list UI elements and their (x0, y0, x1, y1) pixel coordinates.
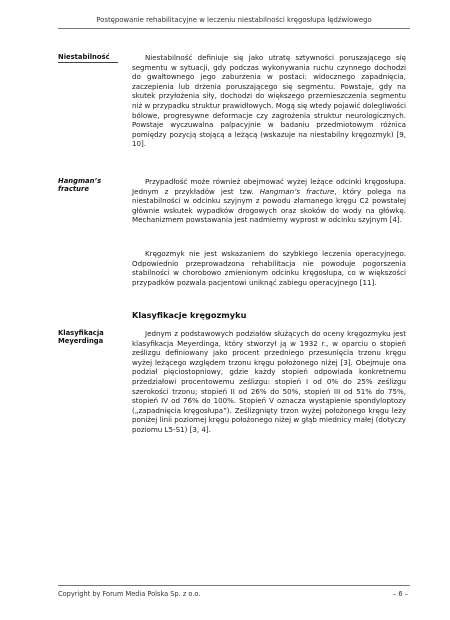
margin-label-underline (58, 62, 118, 63)
paragraph-hangmans-fracture (132, 177, 406, 225)
section-heading: Klasyfikacje kręgozmyku (132, 310, 247, 320)
paragraph-text: Przypadłość może również obejmować wyżej leżące odcinki kręgosłupa. Jednym z przykładów jest tzw. (132, 177, 406, 196)
footer-copyright: Copyright by Forum Media Polska Sp. z o.o. (58, 590, 201, 598)
page-number: – 6 – (393, 590, 408, 598)
emphasized-term: Hangman’s fracture (259, 186, 335, 196)
margin-label-text: Hangman’s fracture (58, 177, 102, 194)
paragraph-text: , który polega na niestabilności w odcinku szyjnym z powodu złamanego kręgu C2 powstałej głównie wskutek wypadków drogowych oraz skoków do wody na główkę. Mechanizmem powstawania jest nadmierny wyprost w odcinku szyjnym [4]. (132, 186, 406, 225)
margin-label-text: Klasyfikacja Meyerdinga (58, 329, 104, 346)
running-header: Postępowanie rehabilitacyjne w leczeniu niestabilności kręgosłupa lędźwiowego (96, 16, 372, 24)
paragraph-instability-definition: Niestabilność definiuje się jako utratę sztywności poruszającego się segmentu w sytuacji, gdy podczas wykonywania ruchu czynnego dochodzi do gwałtownego jego zaburzenia w postaci: widocznego zapadnięcia, zaczepienia lub drżenia poruszającego się segmentu. Powstaje, gdy na skutek przyłożenia siły, dochodzi do większego przemieszczenia segmentu niż w przypadku struktur prawidłowych. Mogą się wtedy pojawić dolegliwości bólowe, progresywne deformacje czy zagrożenia struktur neurologicznych. Powstaje wyczuwalna palpacyjnie w badaniu przedmiotowym różnica pomiędzy pozycją stojącą a leżącą (wskazuje na niestabilny kręgozmyk) [9, 10]. (132, 53, 406, 149)
margin-label-meyerding-classification (58, 329, 130, 346)
margin-label-text: Niestabilność (58, 53, 110, 61)
margin-label-hangmans-fracture (58, 177, 130, 194)
header-divider (58, 28, 410, 29)
footer-divider (58, 585, 410, 586)
paragraph-meyerding-classification: Jednym z podstawowych podziałów służących do oceny kręgozmyku jest klasyfikacja Meyerdinga, który stworzył ją w 1932 r., w oparciu o stopień ześlizgu definiowany jako procent przedniego przesunięcia trzonu kręgu wyżej leżącego względem trzonu kręgu położonego niżej [3]. Obejmuje ona podział pięciostopniowy, gdzie każdy stopień odpowiada konkretnemu przedziałowi procentowemu ześlizgu: stopień I od 0% do 25% ześlizgu szerokości trzonu; stopień II od 26% do 50%, stopień III od 51% do 75%, stopień IV od 76% do 100%. Stopień V oznacza wystąpienie spondyloptozy („zapadnięcia kręgosłupa”). Ześlizgnięty trzon wyżej położonego kręgu leży poniżej linii poziomej kręgu położonego niżej w głąb miednicy małej (dotyczy poziomu L5-S1) [3, 4]. (132, 329, 406, 434)
paragraph-spondylolisthesis-treatment: Kręgozmyk nie jest wskazaniem do szybkiego leczenia operacyjnego. Odpowiednio przeprowadzona rehabilitacja nie powoduje pogorszenia stabilności w chorobowo zmienionym odcinku kręgosłupa, co w większości przypadków pozwala pacjentowi uniknąć zabiegu operacyjnego [11]. (132, 249, 406, 287)
margin-label-niestabilnosc (58, 53, 130, 63)
